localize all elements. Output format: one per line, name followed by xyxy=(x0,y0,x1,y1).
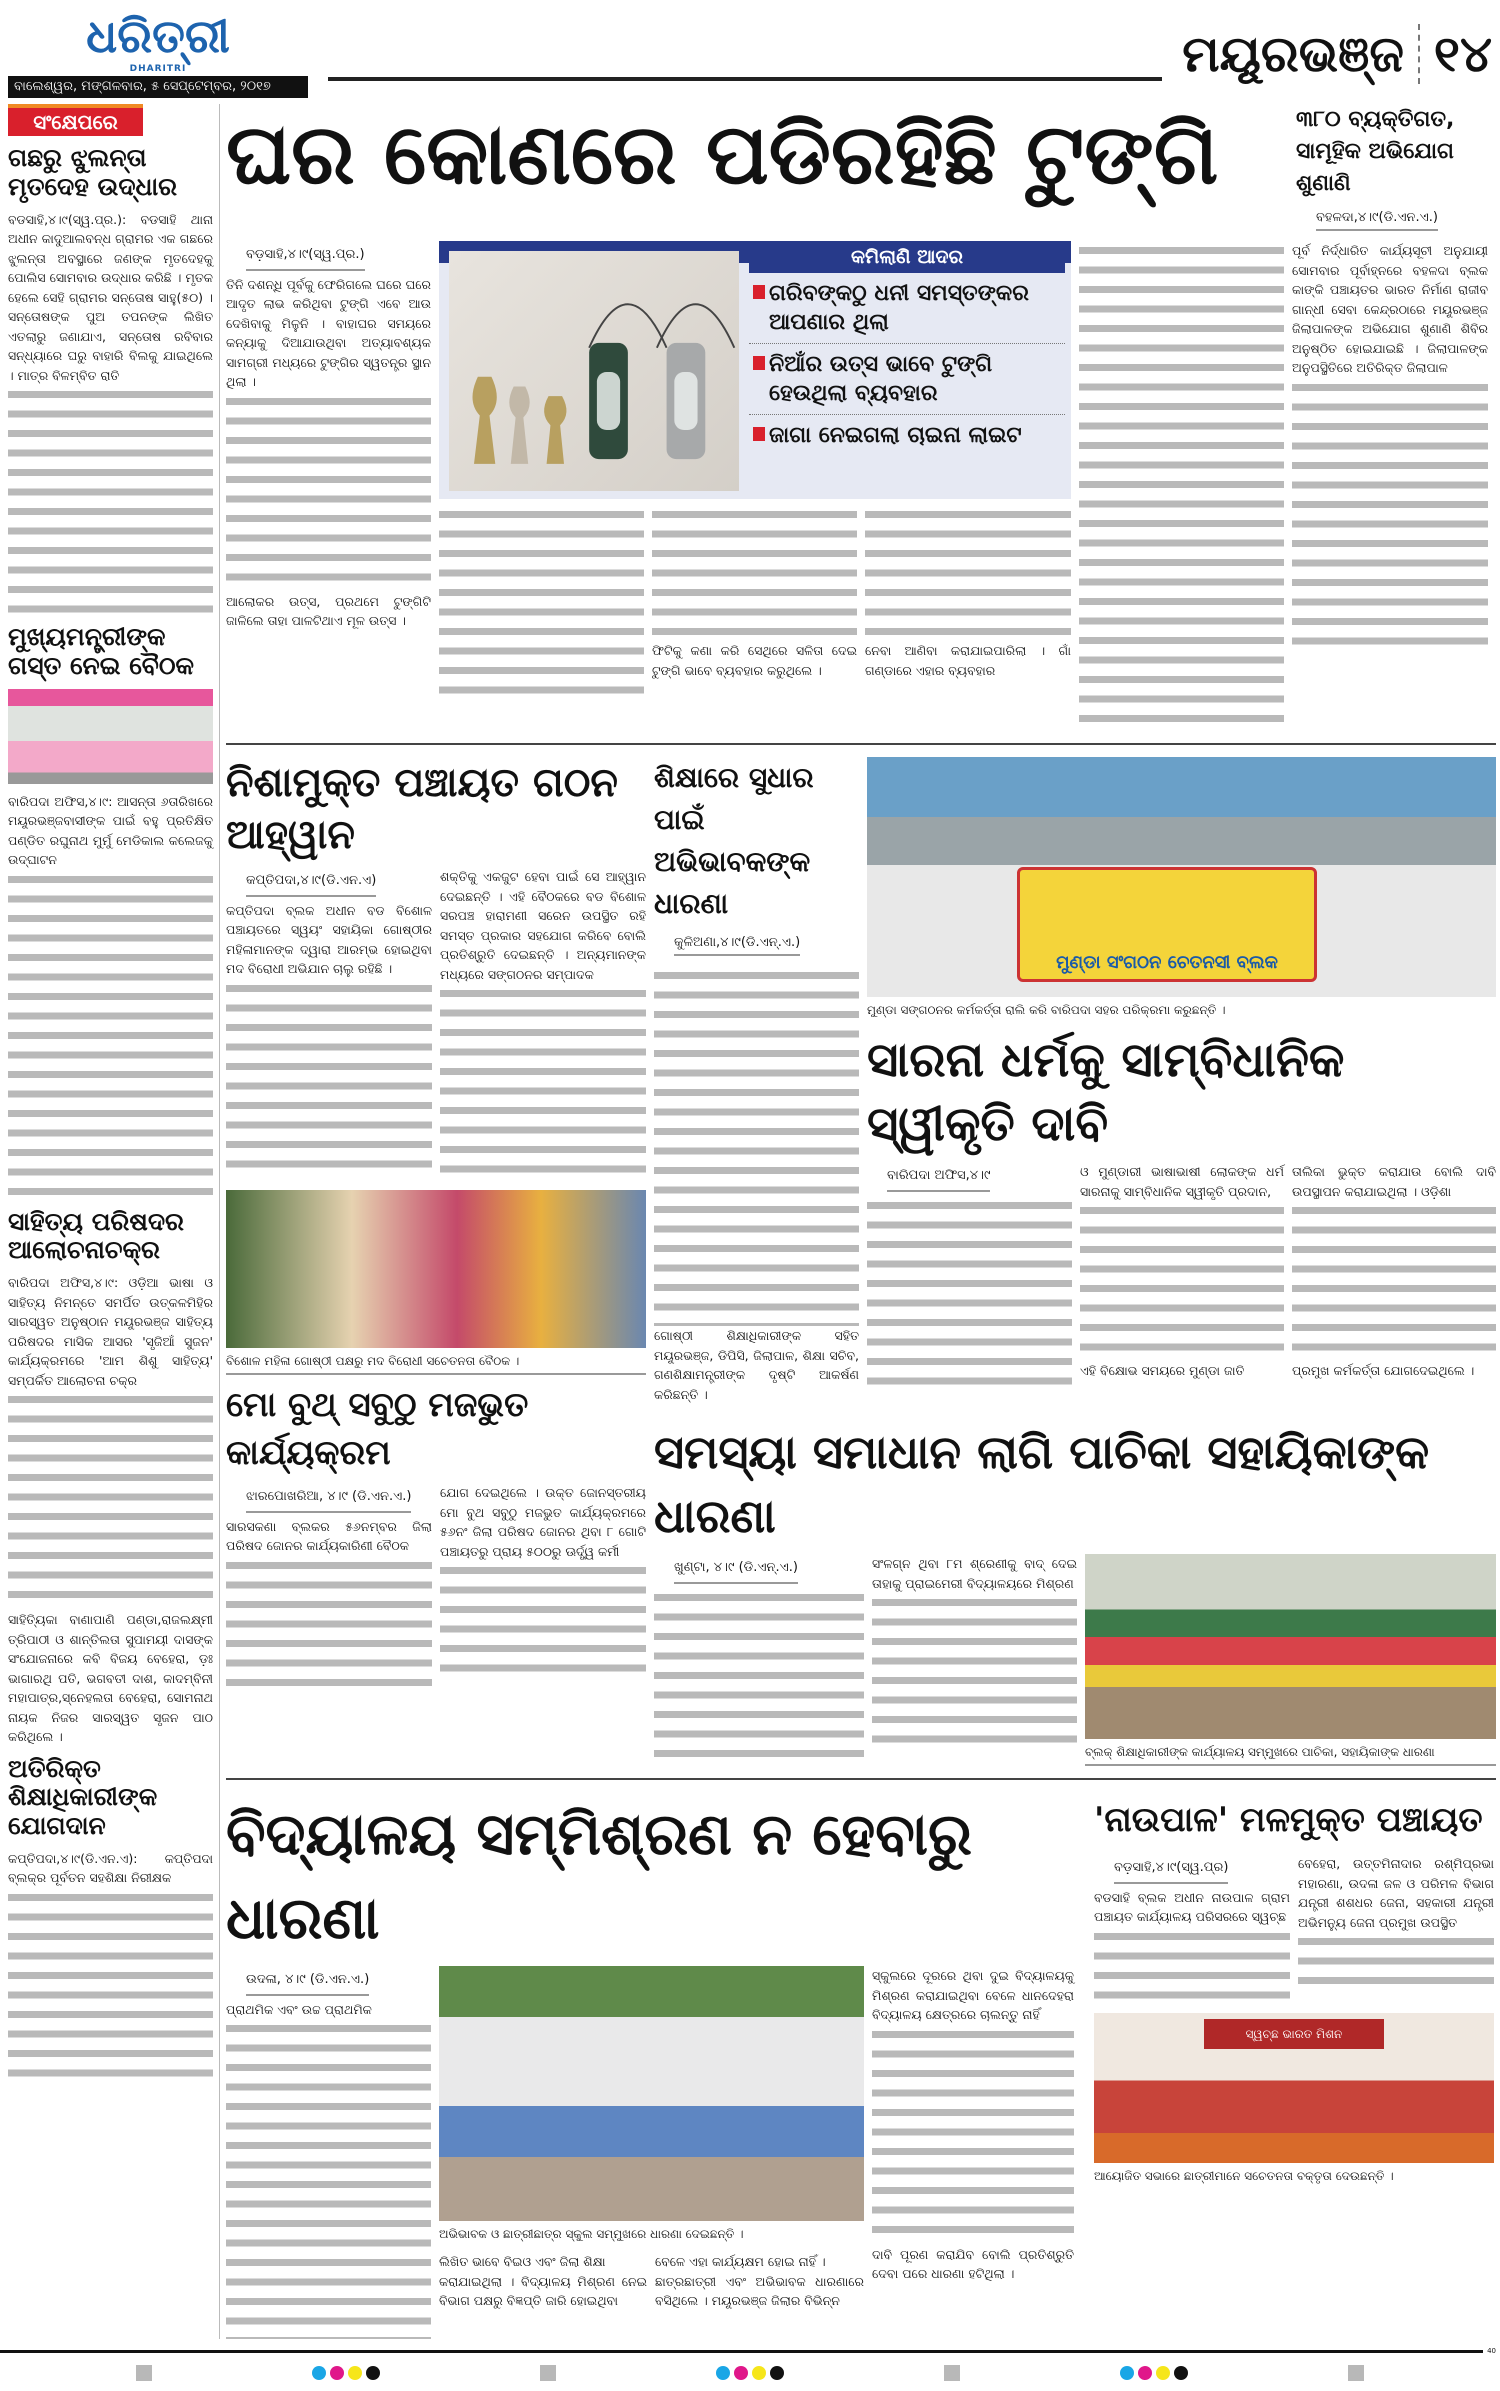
bidyalaya-middle xyxy=(439,1966,864,2311)
right-top-headline: ୩୮୦ ବ୍ୟକ୍ତିଗତ, ସାମୂହିକ ଅଭିଯୋଗ ଶୁଣାଣି xyxy=(1296,107,1455,196)
byline: ବହଳଦା,୪।୯(ଡି.ଏନ.ଏ.) xyxy=(1316,210,1438,231)
brief-headline: ଗଛରୁ ଝୁଲନ୍ତା ମୃତଦେହ ଉଦ୍ଧାର xyxy=(8,143,178,201)
text-lines xyxy=(8,1888,213,2088)
rally-and-sarana xyxy=(867,757,1496,1396)
brief-text: ବାରିପଦା ଅଫିସ,୪।୯: ଆସନ୍ତା ୬ତାରିଖରେ ମୟୂରଭଞ୍ଜବାସୀଙ୍କ ପାଇଁ ବହୁ ପ୍ରତିକ୍ଷିତ ପଣ୍ଡିତ ରଘୁନାଥ ମୁର୍ମୁ ମେଡିକାଲ କଲେଜକୁ ଉଦ୍‌ଘାଟନ xyxy=(8,793,213,867)
story-body-col xyxy=(872,1554,1077,1743)
story-text: ପ୍ରମୁଖ କର୍ମକର୍ତ୍ତା ଯୋଗଦେଇଥିଲେ । xyxy=(1292,1363,1475,1378)
story-text: ବେହେରା, ଉତ୍ତମିନାଦାର ରଶ୍ମିପ୍ରଭା ମହାରଣା, ଉଦଳା ଜଳ ଓ ପରିମଳ ବିଭାଗ ଯନ୍ତ୍ରୀ ଶଶଧର ଜେନା, ସହକାରୀ ଯନ୍ତ୍ରୀ ଅଭିମନ୍ୟୁ ଜେନା ପ୍ରମୁଖ ଉପସ୍ଥିତ xyxy=(1298,1856,1494,1930)
sikhya-story xyxy=(654,757,859,1404)
text-lines xyxy=(226,2019,431,2339)
masthead xyxy=(0,0,1500,104)
story-body-col xyxy=(1292,1162,1496,1381)
infobox-bullet xyxy=(749,415,1065,456)
column-divider xyxy=(219,104,220,2339)
story-text: କପ୍ତିପଦା ବ୍ଲକ ଅଧୀନ ବଡ ବିଶୋଳ ପଞ୍ଚାୟତରେ ସ୍ୱୟଂ ସହାୟିକା ଗୋଷ୍ଠୀର ମହିଳାମାନଙ୍କ ଦ୍ୱାରା ଆରମ୍ଭ ହୋଇଥିବା ମଦ ବିରୋଧୀ ଅଭିଯାନ ଚାଲୁ ରହିଛି । xyxy=(226,902,432,976)
story-body-col xyxy=(655,2252,864,2311)
brief-headline: ଅତିରିକ୍ତ ଶିକ୍ଷାଧିକାରୀଙ୍କ ଯୋଗଦାନ xyxy=(8,1753,158,1840)
photo-caption: ଅଭିଭାବକ ଓ ଛାତ୍ରୀଛାତ୍ର ସ୍କୁଲ ସମ୍ମୁଖରେ ଧାରଣା ଦେଇଛନ୍ତି । xyxy=(439,2227,744,2241)
brief-body xyxy=(8,1849,213,2088)
lead-text: ଆଲୋକର ଉତ୍ସ, ପ୍ରଥମେ ଟୁଙ୍ଗିଟି ଜାଳିଲେ ତାହା ପାଳଟିଥାଏ ମୂଳ ଉତ୍ସ । xyxy=(226,593,431,628)
story-body-col xyxy=(654,1554,864,1758)
story-columns xyxy=(226,1483,646,1696)
brief-body xyxy=(8,210,213,616)
right-top-header xyxy=(1296,104,1496,235)
right-top-body xyxy=(1292,241,1488,648)
lantern-illustration xyxy=(449,251,739,491)
story-body-col xyxy=(1298,1854,1494,1992)
meeting-banner: ସ୍ୱଚ୍ଛ ଭାରତ ମିଶନ xyxy=(1204,2019,1384,2049)
text-lines xyxy=(1079,241,1284,731)
text-lines xyxy=(867,1196,1072,1396)
story-body-col xyxy=(226,1483,432,1696)
byline: ବଡ଼ସାହି,୪।୯(ସ୍ୱ.ପ୍ର) xyxy=(1114,1858,1228,1884)
text-lines xyxy=(1094,1927,1290,2007)
awareness-meeting-photo xyxy=(1094,2013,1494,2163)
footer-rule xyxy=(0,2350,1483,2353)
story-text: ଯୋଗ ଦେଇଥିଲେ । ଉକ୍ତ ଜୋନସ୍ତରୀୟ ମୋ ବୁଥ ସବୁଠୁ ମଜଭୁତ କାର୍ଯ୍ୟକ୍ରମରେ ୫୬ନଂ ଜିଲା ପରିଷଦ ଜୋନର ଥିବା ୮ ଗୋଟି ପଞ୍ଚାୟତରୁ ପ୍ରାୟ ୫୦୦ରୁ ଊର୍ଦ୍ଧ୍ୱ କର୍ମୀ xyxy=(440,1485,646,1559)
byline: ବଡ଼ସାହି,୪।୯(ସ୍ୱ.ପ୍ର.) xyxy=(246,245,365,271)
story-headline: 'ନାଉପାଳ' ମଳମୁକ୍ତ ପଞ୍ଚାୟତ xyxy=(1094,1800,1483,1840)
story-columns xyxy=(1094,1854,1494,2007)
section-rule xyxy=(226,743,1496,745)
story-body-col xyxy=(654,966,859,1404)
women-meeting-photo xyxy=(226,1190,646,1348)
section-name: ମୟୂରଭଞ୍ଜ xyxy=(1182,25,1404,83)
rally-photo xyxy=(867,757,1496,997)
story-body-col xyxy=(439,2252,647,2311)
text-lines xyxy=(1298,1932,1494,1992)
brief-headline: ସାହିତ୍ୟ ପରିଷଦର ଆଲୋଚନାଚକ୍ର xyxy=(8,1206,184,1265)
dateline: ବାଲେଶ୍ୱର, ମଙ୍ଗଳବାର, ୫ ସେପ୍ଟେମ୍ବର, ୨୦୧୭ xyxy=(8,76,308,98)
story-headline: ବିଦ୍ୟାଳୟ ସମ୍ମିଶ୍ରଣ ନ ହେବାରୁ ଧାରଣା xyxy=(226,1800,972,1952)
story-text: ବଡସାହି ବ୍ଲକ ଅଧୀନ ନାଉପାଳ ଗ୍ରାମ ପଞ୍ଚାୟତ କାର୍ଯ୍ୟାଳୟ ପରିସରରେ ସ୍ୱଚ୍ଛ xyxy=(1094,1889,1290,1924)
registration-strip xyxy=(0,2355,1500,2391)
text-lines xyxy=(440,984,646,1184)
text-lines xyxy=(1292,1201,1496,1361)
bullet-square-icon xyxy=(753,285,765,299)
infobox-inner xyxy=(439,246,1071,499)
page-code: 40 xyxy=(1487,2347,1496,2355)
story-text: ଲିଖିତ ଭାବେ ବିଇଓ ଏବଂ ଜିଲା ଶିକ୍ଷା xyxy=(439,2254,606,2269)
lead-text: ତିନି ଦଶନ୍ଧି ପୂର୍ବକୁ ଫେରିଗଲେ ଘରେ ଘରେ ଆଦୃତ ଲାଭ କରିଥିବା ଟୁଙ୍ଗି ଏବେ ଆଉ ଦେଖିବାକୁ ମିଳୁନି । ବାହାଘର ସମୟରେ କନ୍ୟାକୁ ଦିଆଯାଉଥିବା ଅତ୍ୟାବଶ୍ୟକ ସାମଗ୍ରୀ ମଧ୍ୟରେ ଟୁଙ୍ଗିର ସ୍ୱତନ୍ତ୍ର ସ୍ଥାନ ଥିଲା । xyxy=(226,276,431,389)
registration-mark xyxy=(1348,2365,1364,2381)
brief-text: କପ୍ତିପଦା,୪।୯(ଡି.ଏନ.ଏ): କପ୍ତିପଦା ବ୍ଲକ୍‌ର ପୂର୍ବତନ ସହଶିକ୍ଷା ନିରୀକ୍ଷକ xyxy=(8,1850,213,1886)
lead-body-col xyxy=(226,241,431,631)
registration-mark xyxy=(944,2365,960,2381)
story-columns xyxy=(226,1966,1074,2339)
story-body-col xyxy=(867,1162,1072,1396)
infobox-bullet xyxy=(749,273,1065,344)
story-columns xyxy=(226,867,646,1184)
infobox-right xyxy=(749,241,1065,456)
story-text: ଓ ମୁଣ୍ଡାରୀ ଭାଷାଭାଷୀ ଲୋକଙ୍କ ଧର୍ମ ସାରନାକୁ ସାମ୍ବିଧାନିକ ସ୍ୱୀକୃତି ପ୍ରଦାନ, xyxy=(1080,1164,1284,1199)
lead-text: ଫିଟିକୁ କଣା କରି ସେଥିରେ ସଳିତା ଦେଇ ଟୁଙ୍ଗି ଭାବେ ବ୍ୟବହାର କରୁଥିଲେ । xyxy=(652,643,857,678)
bullet-text: ନିଆଁର ଉତ୍ସ ଭାବେ ଟୁଙ୍ଗି ହେଉଥିଲା ବ୍ୟବହାର xyxy=(769,352,993,406)
rally-banner: ମୁଣ୍ଡା ସଂଗଠନ ଚେତନସୀ ବ୍ଲକ xyxy=(1017,867,1317,982)
logo-subtitle: DHARITRI xyxy=(129,64,187,74)
byline: ଝାରପୋଖରିଆ, ୪।୯ (ଡି.ଏନ.ଏ.) xyxy=(246,1487,411,1513)
story-text: ପୂର୍ବ ନିର୍ଦ୍ଧାରିତ କାର୍ଯ୍ୟସୂଚୀ ଅନୁଯାୟୀ ସୋମବାର ପୂର୍ବାହ୍ନରେ ବହଳଦା ବ୍ଲକ କାଙ୍କି ପଞ୍ଚାୟତର ଭାରତ ନିର୍ମାଣ ରାଜୀବ ଗାନ୍ଧୀ ସେବା କେନ୍ଦ୍ରଠାରେ ମୟୂରଭଞ୍ଜ ଜିଲାପାଳଙ୍କ ଅଭିଯୋଗ ଶୁଣାଣି ଶିବିର ଅନୁଷ୍ଠିତ ହୋଇଯାଇଛି । ଜିଲାପାଳଙ୍କ ଅନୁପସ୍ଥିତିରେ ଅତିରିକ୍ତ ଜିଲାପାଳ xyxy=(1292,243,1488,375)
briefs-tag: ସଂକ୍ଷେପରେ xyxy=(8,104,143,136)
story-text: ସ୍କୁଲରେ ଦୂରରେ ଥିବା ଦୁଇ ବିଦ୍ୟାଳୟକୁ ମିଶ୍ରଣ କରାଯାଇଥିବା ବେଳେ ଧାନଦେହରା ବିଦ୍ୟାଳୟ କ୍ଷେତ୍ରରେ ଚାଲନ୍ତୁ ନାହିଁ xyxy=(872,1968,1074,2022)
brief-body xyxy=(8,1273,213,1747)
meeting-photo xyxy=(8,689,213,784)
story-body-col xyxy=(226,1966,431,2339)
lantern-photo xyxy=(449,251,739,491)
text-lines xyxy=(865,505,1071,641)
color-registration-dots xyxy=(1120,2366,1188,2380)
text-lines xyxy=(654,1588,864,1758)
story-columns xyxy=(867,1162,1496,1396)
lead-body-row xyxy=(226,241,1496,731)
bullet-square-icon xyxy=(753,356,765,370)
samasya-photo-block xyxy=(1085,1554,1496,1766)
middle-right-top xyxy=(654,757,1496,1404)
byline: ଉଦଳା, ୪।୯ (ଡି.ଏନ.ଏ.) xyxy=(246,1970,369,1996)
infobox-bullet xyxy=(749,344,1065,415)
story-body-col xyxy=(1094,1854,1290,2007)
middle-left xyxy=(226,757,646,1696)
bullet-text: ଜାଗା ନେଇଗଲା ଚାଇନା ଲାଇଟ xyxy=(769,423,1022,448)
middle-band xyxy=(226,757,1496,1766)
text-lines xyxy=(652,505,857,641)
registration-mark xyxy=(136,2365,152,2381)
text-lines xyxy=(226,392,431,592)
photo-caption: ବିଶୋଳ ମହିଳା ଗୋଷ୍ଠୀ ପକ୍ଷରୁ ମଦ ବିରୋଧୀ ସଚେତନତା ବୈଠକ । xyxy=(226,1354,646,1375)
lead-body-col xyxy=(1079,241,1284,731)
story-columns xyxy=(654,1554,1496,1766)
story-headline: ଶିକ୍ଷାରେ ସୁଧାର ପାଇଁ ଅଭିଭାବକଙ୍କ ଧାରଣା xyxy=(654,761,814,920)
byline: କୁଳିଅଣା,୪।୯(ଡି.ଏନ୍.ଏ.) xyxy=(674,935,800,956)
color-registration-dots xyxy=(312,2366,380,2380)
section-header xyxy=(1182,23,1492,85)
text-lines xyxy=(872,2025,1074,2245)
text-lines xyxy=(440,1561,646,1681)
lead-body-col xyxy=(865,505,1071,680)
story-headline: ନିଶାମୁକ୍ତ ପଞ୍ଚାୟତ ଗଠନ ଆହ୍ୱାନ xyxy=(226,760,618,858)
byline: ବାରିପଦା ଅଫିସ,୪।୯ xyxy=(887,1166,990,1192)
story-body-col xyxy=(226,867,432,1179)
lead-header-row xyxy=(226,104,1496,235)
story-columns xyxy=(439,2252,864,2311)
color-registration-dots xyxy=(716,2366,784,2380)
story-text: ସଂଳଗ୍ନ ଥିବା ୮ମ ଶ୍ରେଣୀକୁ ବାଦ୍ ଦେଇ ତାହାକୁ ପ୍ରାଇମେରୀ ବିଦ୍ୟାଳୟରେ ମିଶ୍ରଣ xyxy=(872,1556,1077,1591)
story-body-col xyxy=(440,1483,646,1681)
bottom-band xyxy=(226,1792,1496,2339)
text-lines xyxy=(226,1556,432,1696)
lead-body-col xyxy=(439,505,644,700)
story-text: ତାଲିକା ଭୁକ୍ତ କରାଯାଉ ବୋଲି ଦାବି ଉପସ୍ଥାପନ କରାଯାଇଥିଲା । ଓଡ଼ିଶା xyxy=(1292,1164,1496,1199)
lead-under-box xyxy=(439,505,1071,700)
story-headline: ସାରନା ଧର୍ମକୁ ସାମ୍ବିଧାନିକ ସ୍ୱୀକୃତି ଦାବି xyxy=(867,1032,1345,1152)
story-text: ଶକ୍ତିକୁ ଏକଜୁଟ ହେବା ପାଇଁ ସେ ଆହ୍ୱାନ ଦେଇଛନ୍ତି । ଏହି ବୈଠକରେ ବଡ ବିଶୋଳ ସରପଞ୍ଚ ହାରାମଣୀ ସରେନ ଉପସ୍ଥିତ ରହି ସମସ୍ତ ପ୍ରକାର ସହଯୋଗ କରିବେ ବୋଲି ପ୍ରତିଶ୍ରୁତି ଦେଇଛନ୍ତି । ଅନ୍ୟମାନଙ୍କ ମଧ୍ୟରେ ସଙ୍ଗଠନର ସମ୍ପାଦକ xyxy=(440,869,646,982)
brief-text: ବାରିପଦା ଅଫିସ,୪।୯: ଓଡ଼ିଆ ଭାଷା ଓ ସାହିତ୍ୟ ନିମନ୍ତେ ସମର୍ପିତ ଉତ୍କଳମିହିର ସାରସ୍ୱତ ଅନୁଷ୍ଠାନ ମୟୂରଭଞ୍ଜ ସାହିତ୍ୟ ପରିଷଦର ମାସିକ ଆସର 'ସୃଜିଆଁ ସୁଜନ' କାର୍ଯ୍ୟକ୍ରମରେ 'ଆମ ଶିଶୁ ସାହିତ୍ୟ' ସମ୍ପର୍କିତ ଆଲୋଚନା ଚକ୍ର xyxy=(8,1275,213,1388)
story-text: ଏହି ବିକ୍ଷୋଭ ସମୟରେ ମୁଣ୍ଡା ଜାତି xyxy=(1080,1363,1245,1378)
masthead-left xyxy=(8,10,308,98)
infobox xyxy=(439,241,1071,499)
brief-body xyxy=(8,792,213,1200)
text-lines xyxy=(1080,1201,1284,1361)
bidyalaya-story xyxy=(226,1792,1074,2339)
middle-right xyxy=(654,757,1496,1766)
photo-caption: ବ୍ଲକ୍ ଶିକ୍ଷାଧିକାରୀଙ୍କ କାର୍ଯ୍ୟାଳୟ ସମ୍ମୁଖରେ ପାଚିକା, ସହାୟିକାଙ୍କ ଧାରଣା xyxy=(1085,1745,1496,1766)
bullet-text: ଗରିବଙ୍କଠୁ ଧନୀ ସମସ୍ତଙ୍କର ଆପଣାର ଥିଲା xyxy=(769,281,1029,335)
brief-text: ସାହିତ୍ୟିକା ବାଣାପାଣି ପଣ୍ଡା,ରାଜଲକ୍ଷ୍ମୀ ତ୍ରିପାଠୀ ଓ ଶାନ୍ତିଲତା ସୁପାମୟୀ ଦାସଙ୍କ ସଂଯୋଜନାରେ କବି ବିଜୟ ବେହେରା, ଡ଼ଃ ଭାଗାରଥି ପତି, ଭଗବତୀ ଦାଶ, କାଦମ୍ବିନୀ ମହାପାତ୍ର,ସ୍ନେହଲତା ବେହେରା, ସୋମନାଥ ନାୟକ ନିଜର ସାରସ୍ୱତ ସୃଜନ ପାଠ କରିଥିଲେ । xyxy=(8,1612,213,1744)
text-lines xyxy=(439,505,644,700)
footer xyxy=(0,2347,1500,2355)
story-text: ସାରସକଣା ବ୍ଲକର ୫୬ନମ୍ବର ଜିଲା ପରିଷଦ ଜୋନର କାର୍ଯ୍ୟକାରିଣୀ ବୈଠକ xyxy=(226,1518,432,1553)
text-lines xyxy=(872,1593,1077,1743)
text-lines xyxy=(8,870,213,1200)
story-text: କରାଯାଇଥିଲା । ବିଦ୍ୟାଳୟ ମିଶ୍ରଣ ନେଇ ବିଭାଗ ପକ୍ଷରୁ ବିଜ୍ଞପ୍ତି ଜାରି ହୋଇଥିବା xyxy=(439,2273,647,2308)
story-headline: ସମସ୍ୟା ସମାଧାନ ଲାଗି ପାଚିକା ସହାୟିକାଙ୍କ ଧାରଣା xyxy=(654,1425,1430,1543)
story-text: ଛାତ୍ରଛାତ୍ରୀ ଏବଂ ଅଭିଭାବକ ଧାରଣାରେ ବସିଥିଲେ । ମୟୂରଭଞ୍ଜ ଜିଲାର ବିଭିନ୍ନ xyxy=(655,2273,864,2308)
story-text: ଗୋଷ୍ଠୀ ଶିକ୍ଷାଧିକାରୀଙ୍କ ସହିତ ମୟୂରଭଞ୍ଜ, ଡିପିସି, ଜିଲାପାଳ, ଶିକ୍ଷା ସଚିବ, ଗଣଶିକ୍ଷାମନ୍ତ୍ରୀଙ୍କ ଦୃଷ୍ଟି ଆକର୍ଷଣ କରିଛନ୍ତି । xyxy=(654,1328,859,1402)
text-lines xyxy=(8,385,213,615)
story-headline: ମୋ ବୁଥ୍ ସବୁଠୁ ମଜଭୁତ କାର୍ଯ୍ୟକ୍ରମ xyxy=(226,1385,529,1473)
brief-headline: ମୁଖ୍ୟମନ୍ତ୍ରୀଙ୍କ ଗସ୍ତ ନେଇ ବୈଠକ xyxy=(8,622,195,680)
story-body-col xyxy=(872,1966,1074,2284)
photo-caption: ଆୟୋଜିତ ସଭାରେ ଛାତ୍ରୀମାନେ ସଚେତନତା ବକ୍ତୃତା ଦେଉଛନ୍ତି । xyxy=(1094,2168,1394,2183)
text-lines xyxy=(226,979,432,1179)
brief-text: ବଡସାହି,୪।୯(ସ୍ୱ.ପ୍ର.): ବଡସାହି ଥାନା ଅଧୀନ କାଦୁଆଲବନ୍ଧ ଗ୍ରାମର ଏକ ଗଛରେ ଝୁଲନ୍ତା ଅବସ୍ଥାରେ ଜଣଙ୍କ ମୃତଦେହକୁ ପୋଲିସ ସୋମବାର ଉଦ୍ଧାର କରିଛି । ମୃତକ ହେଲେ ସେହି ଗ୍ରାମର ସନ୍ତୋଷ ସାହୁ(୫୦) । ସନ୍ତୋଷଙ୍କ ପୁଅ ତପନଙ୍କ ଲିଖିତ ଏତଲାରୁ ଜଣାଯାଏ, ସନ୍ତୋଷ ରବିବାର ସନ୍ଧ୍ୟାରେ ଘରୁ ବାହାରି ବିଲକୁ ଯାଇଥିଲେ । ମାତ୍ର ବିଳମ୍ବିତ ରାତି xyxy=(8,211,213,383)
lead-headline: ଘର କୋଣରେ ପଡିରହିଛି ଟୁଙ୍ଗି xyxy=(226,105,1219,203)
bullet-square-icon xyxy=(753,427,765,441)
lead-middle xyxy=(439,241,1071,700)
text-lines xyxy=(654,966,859,1326)
lead-body-col xyxy=(652,505,857,680)
story-text: ପ୍ରାଥମିକ ଏବଂ ଉଚ୍ଚ ପ୍ରାଥମିକ xyxy=(226,2001,372,2017)
story-text: ଦାବି ପୂରଣ କରାଯିବ ବୋଲି ପ୍ରତିଶ୍ରୁତି ଦେବା ପରେ ଧାରଣା ହଟିଥିଲା । xyxy=(872,2246,1074,2281)
left-column xyxy=(8,104,213,2088)
registration-mark xyxy=(540,2365,556,2381)
main-area xyxy=(226,104,1496,2339)
story-text: ବେଳେ ଏହା କାର୍ଯ୍ୟକ୍ଷମ ହୋଇ ନାହିଁ । xyxy=(655,2254,826,2269)
page-number: ୧୪ xyxy=(1433,25,1492,83)
page-content xyxy=(0,104,1500,2339)
naupal-story xyxy=(1094,1792,1494,2188)
lead-text: ନେବା ଆଣିବା କରାଯାଇପାରିଲା । ଗାଁ ଗଣ୍ଡାରେ ଏହାର ବ୍ୟବହାର xyxy=(865,643,1071,678)
section-divider xyxy=(1418,24,1420,84)
dharitri-logo: ଧରିତ୍ରୀ xyxy=(86,9,230,63)
text-lines xyxy=(8,1390,213,1610)
text-lines xyxy=(1292,378,1488,648)
byline: କପ୍ତିପଦା,୪।୯(ଡି.ଏନ.ଏ) xyxy=(246,871,376,897)
story-body-col xyxy=(440,867,646,1184)
protest-photo xyxy=(1085,1554,1496,1739)
byline: ଖୁଣ୍ଟା, ୪।୯ (ଡି.ଏନ୍.ଏ.) xyxy=(674,1558,798,1584)
story-body-col xyxy=(1080,1162,1284,1381)
infobox-title: କମିଲାଣି ଆଦର xyxy=(749,241,1065,273)
masthead-rule xyxy=(328,77,1162,81)
photo-caption: ମୁଣ୍ଡା ସଙ୍ଗଠନର କର୍ମକର୍ତ୍ତା ରାଲି କରି ବାରିପଦା ସହର ପରିକ୍ରମା କରୁଛନ୍ତି । xyxy=(867,1003,1226,1017)
school-protest-photo xyxy=(439,1966,864,2221)
section-rule xyxy=(226,1778,1496,1780)
